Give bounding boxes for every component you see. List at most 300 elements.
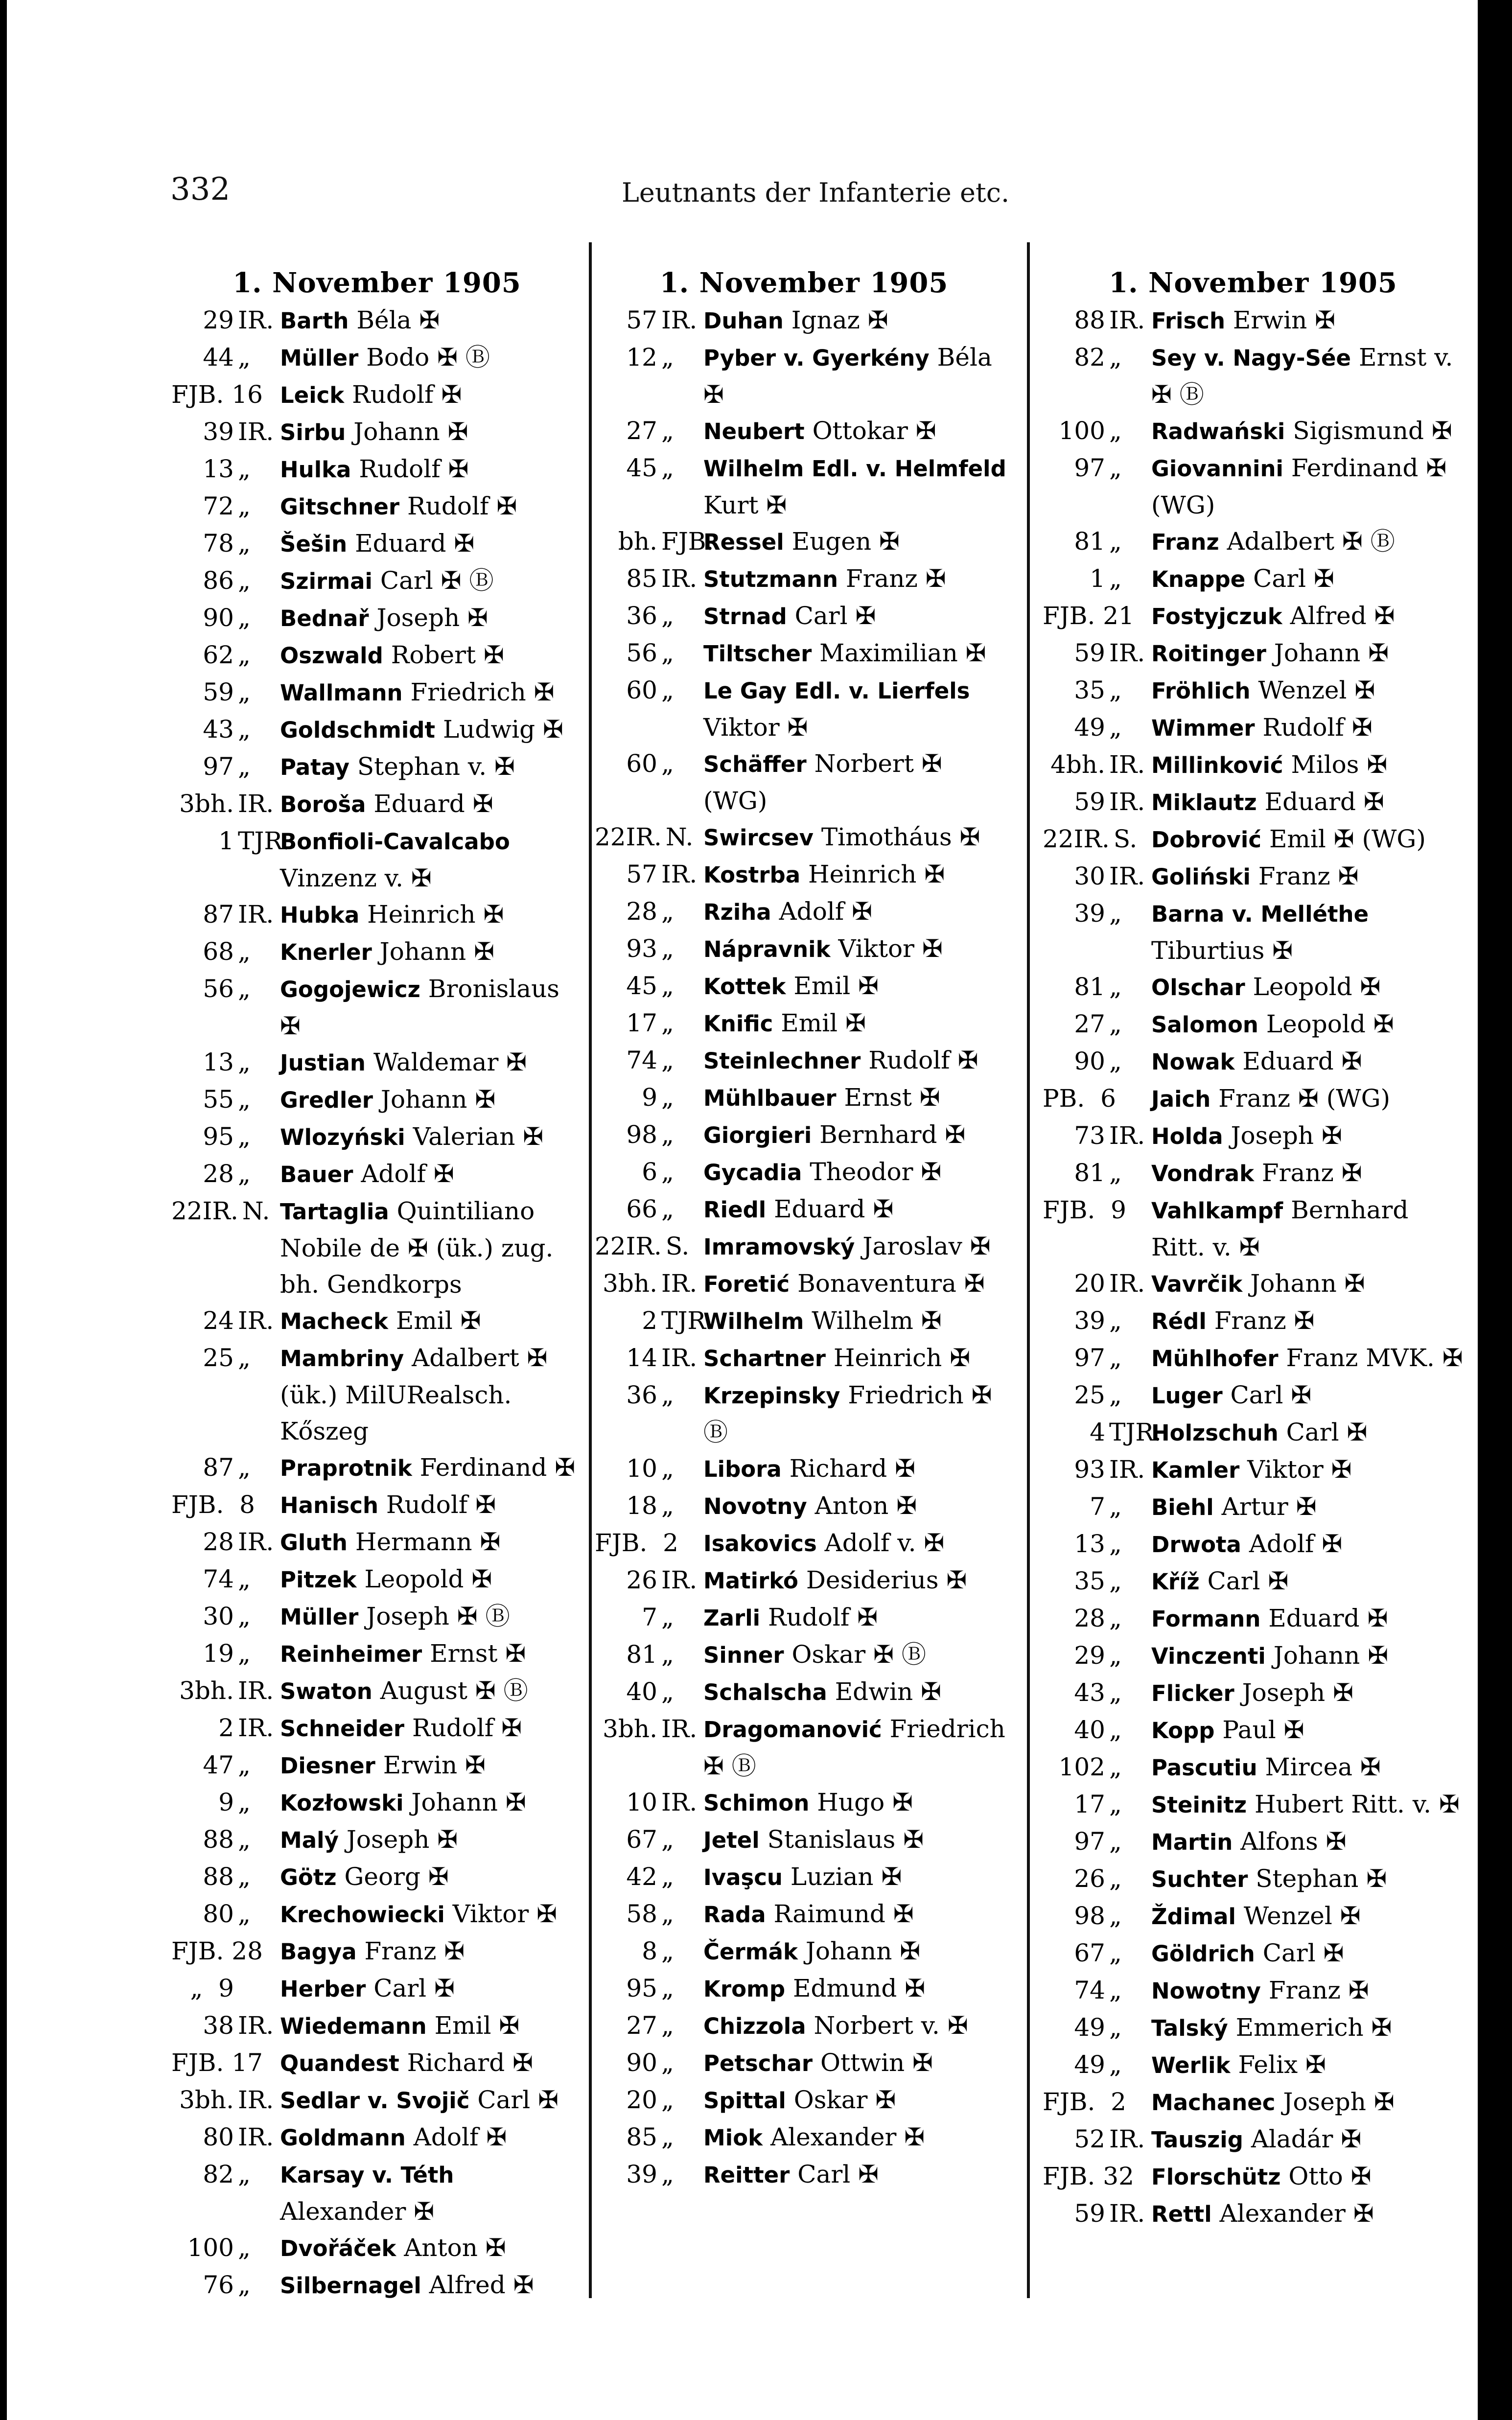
officer-name <box>274 600 582 637</box>
entry-row <box>171 1635 582 1673</box>
given-name-and-marks: Adolf ✠ <box>361 1160 454 1188</box>
officer-name <box>698 302 1013 339</box>
officer-name <box>698 1079 1013 1117</box>
given-name-and-marks: Anton ✠ <box>814 1491 917 1520</box>
unit-number: FJB. 16 <box>171 380 263 409</box>
unit-number: 102 <box>1058 1753 1105 1781</box>
given-name-and-marks: Sigismund ✠ <box>1293 417 1452 445</box>
unit <box>1043 302 1145 338</box>
unit-number: 20 <box>626 2086 657 2114</box>
surname: Bonfioli-Cavalcabo <box>280 829 510 855</box>
unit <box>595 1340 698 1376</box>
unit-number: 17 <box>626 1009 657 1037</box>
entry-row <box>595 1933 1013 1970</box>
officer-name <box>274 823 582 896</box>
given-name-and-marks: Friedrich ✠ <box>410 678 555 706</box>
officer-name <box>698 856 1013 893</box>
given-name-and-marks: Carl ✠ <box>477 2086 559 2114</box>
given-name-and-marks: Franz MVK. ✠ <box>1286 1344 1463 1372</box>
surname: Vavrčik <box>1151 1271 1243 1297</box>
unit <box>595 893 698 930</box>
running-head: Leutnants der Infanterie etc. <box>622 177 1010 208</box>
unit <box>595 523 714 559</box>
surname: Ždimal <box>1151 1904 1236 1930</box>
unit <box>171 1561 274 1597</box>
unit <box>595 1042 698 1078</box>
unit-type: „ <box>238 2234 251 2262</box>
surname: Justian <box>280 1050 366 1076</box>
entry-row <box>595 1711 1013 1784</box>
unit <box>1043 1563 1145 1599</box>
unit-type <box>263 1933 274 1969</box>
unit-type: „ <box>238 492 251 520</box>
surname: Flicker <box>1151 1680 1234 1706</box>
unit-number: 17 <box>1074 1790 1105 1818</box>
unit-number: 39 <box>1074 1306 1105 1335</box>
officer-name <box>274 2230 582 2267</box>
unit-number: 3bh. <box>179 790 234 818</box>
unit <box>595 1674 698 1710</box>
unit-type <box>1126 2084 1145 2120</box>
surname: Gluth <box>280 1530 348 1556</box>
officer-name <box>274 1747 582 1784</box>
unit-number: 86 <box>203 566 234 595</box>
unit <box>595 2007 698 2044</box>
entry-row <box>1043 2047 1464 2084</box>
unit <box>171 1784 274 1820</box>
officer-name <box>698 968 1013 1005</box>
unit-type: „ <box>238 1085 251 1114</box>
entry-row <box>171 600 582 637</box>
entry-row <box>595 745 1013 819</box>
unit-number: 3bh. <box>603 1715 657 1743</box>
unit <box>1043 1303 1145 1339</box>
officer-name <box>274 1821 582 1859</box>
unit <box>171 339 274 375</box>
surname: Pyber v. Gyerkény <box>703 345 930 371</box>
entry-row <box>171 637 582 674</box>
surname: Sedlar v. Svojič <box>280 2088 470 2114</box>
surname: Holda <box>1151 1123 1223 1149</box>
unit-type: „ <box>661 602 674 630</box>
officer-name <box>1145 339 1464 413</box>
unit <box>171 1896 274 1932</box>
unit <box>595 1488 698 1524</box>
given-name-and-marks: Kurt ✠ <box>703 491 787 519</box>
surname: Schimon <box>703 1790 810 1816</box>
given-name-and-marks: Ernst v. ✠ Ⓑ <box>1151 343 1453 409</box>
officer-name <box>274 1081 582 1118</box>
unit-type: „ <box>238 1900 251 1928</box>
officer-name <box>274 2045 582 2082</box>
unit-number: 43 <box>1074 1678 1105 1707</box>
given-name-and-marks: Hugo ✠ <box>817 1788 913 1816</box>
surname: Diesner <box>280 1753 375 1779</box>
surname: Hubka <box>280 902 360 928</box>
officer-name <box>698 1042 1013 1079</box>
unit <box>595 931 698 967</box>
surname: Boroša <box>280 791 366 817</box>
given-name-and-marks: Carl ✠ <box>1253 564 1334 593</box>
entry-row <box>171 2230 582 2267</box>
unit-number: 2 <box>642 1306 657 1335</box>
unit-number: 81 <box>1074 527 1105 556</box>
surname: Quandest <box>280 2050 399 2076</box>
unit-type: „ <box>661 1046 674 1074</box>
given-name-and-marks: Emmerich ✠ <box>1235 2013 1392 2042</box>
scan-left-edge <box>0 0 7 2420</box>
officer-name <box>1145 672 1464 709</box>
unit-type: „ <box>661 1195 674 1223</box>
given-name-and-marks: Wenzel ✠ <box>1258 676 1375 704</box>
unit-number: 25 <box>1074 1381 1105 1409</box>
surname: Foretić <box>703 1271 790 1297</box>
given-name-and-marks: Rudolf ✠ <box>868 1046 978 1074</box>
unit <box>1043 2047 1145 2083</box>
unit-number: 57 <box>626 306 657 334</box>
unit <box>1043 784 1145 820</box>
surname: Wilhelm <box>703 1308 804 1334</box>
unit-number: 72 <box>203 492 234 520</box>
unit-number: 28 <box>203 1160 234 1188</box>
entry-row <box>595 1117 1013 1154</box>
unit <box>595 1636 698 1673</box>
unit-type: S. <box>665 1232 690 1260</box>
unit-type: „ <box>238 343 251 372</box>
surname: Suchter <box>1151 1866 1248 1892</box>
unit-type: IR. <box>1109 788 1145 816</box>
entry-row <box>595 1377 1013 1450</box>
unit-number: 9 <box>218 1788 234 1816</box>
officer-name <box>698 1377 1013 1450</box>
officer-name <box>1145 1675 1464 1712</box>
entry-row <box>1043 1340 1464 1377</box>
unit-type: IR. <box>238 790 274 818</box>
entry-row <box>1043 1563 1464 1600</box>
unit-type: „ <box>238 1639 251 1668</box>
officer-name <box>1145 1303 1464 1340</box>
unit <box>1043 1155 1145 1191</box>
entry-row <box>171 1859 582 1896</box>
unit-number: 68 <box>203 937 234 966</box>
unit-number: 2 <box>218 1714 234 1742</box>
surname: Luger <box>1151 1383 1223 1409</box>
unit <box>171 971 274 1007</box>
surname: Sirbu <box>280 419 346 445</box>
unit <box>595 1303 714 1339</box>
given-name-and-marks: Friedrich ✠ Ⓑ <box>703 1381 992 1446</box>
given-name-and-marks: Adolf ✠ <box>1249 1530 1343 1558</box>
surname: Schneider <box>280 1716 405 1742</box>
officer-name <box>1145 1414 1464 1451</box>
unit-number: 58 <box>626 1900 657 1928</box>
unit-number: 22IR. <box>595 823 662 851</box>
surname: Vondrak <box>1151 1161 1255 1187</box>
unit <box>595 1859 698 1895</box>
unit-number: 45 <box>626 972 657 1000</box>
unit <box>1043 413 1145 449</box>
unit <box>1043 1192 1145 1228</box>
given-name-and-marks: Franz ✠ <box>1261 1159 1362 1187</box>
officer-name <box>698 672 1013 745</box>
officer-name <box>274 376 582 414</box>
surname: Stutzmann <box>703 566 838 592</box>
unit <box>595 1450 698 1487</box>
unit-number: 85 <box>626 2123 657 2151</box>
entry-row <box>1043 1303 1464 1340</box>
entry-row <box>595 1970 1013 2007</box>
surname: Florschütz <box>1151 2164 1281 2190</box>
given-name-and-marks: Johann ✠ <box>1250 1269 1365 1298</box>
unit-type: IR. <box>1109 2199 1145 2228</box>
surname: Kopp <box>1151 1718 1215 1744</box>
unit <box>171 1933 274 1969</box>
unit <box>1043 2084 1145 2120</box>
entry-row <box>1043 1451 1464 1489</box>
surname: Jetel <box>703 1827 760 1853</box>
surname: Barna v. Melléthe <box>1151 901 1369 927</box>
unit-number: 6 <box>642 1158 657 1186</box>
entry-row <box>595 1154 1013 1191</box>
surname: Bednař <box>280 605 369 631</box>
unit <box>171 1156 274 1192</box>
officer-name <box>698 1303 1013 1340</box>
surname: Götz <box>280 1864 337 1890</box>
unit <box>171 376 274 413</box>
unit-number: 90 <box>626 2048 657 2077</box>
unit <box>1043 2195 1145 2232</box>
entry-row <box>1043 969 1464 1006</box>
surname: Salomon <box>1151 1012 1258 1038</box>
column-divider <box>589 242 592 2298</box>
officer-name <box>1145 858 1464 895</box>
surname: Silbernagel <box>280 2273 421 2299</box>
surname: Praprotnik <box>280 1455 412 1481</box>
unit <box>171 823 290 859</box>
officer-name <box>274 1449 582 1487</box>
unit-number: 1 <box>218 827 234 855</box>
officer-name <box>1145 969 1464 1006</box>
unit-type: „ <box>1109 417 1122 445</box>
given-name-and-marks: Anton ✠ <box>404 2234 506 2262</box>
officer-name <box>1145 560 1464 598</box>
given-name-and-marks: Quintiliano Nobile de ✠ (ük.) zug. bh. Gendkorps <box>280 1197 554 1299</box>
officer-name <box>274 1598 582 1635</box>
unit-number: PB. 6 <box>1043 1084 1116 1113</box>
entry-row <box>171 562 582 600</box>
unit-number: 39 <box>626 2160 657 2188</box>
given-name-and-marks: Adalbert ✠ (ük.) MilURealsch. Kőszeg <box>280 1344 548 1445</box>
unit-type: „ <box>661 417 674 445</box>
entry-row <box>1043 450 1464 523</box>
unit <box>171 2007 274 2044</box>
entry-row <box>171 2119 582 2156</box>
entry-row <box>595 1896 1013 1933</box>
unit-number: FJB. 9 <box>1043 1196 1126 1224</box>
unit-type: „ <box>661 1009 674 1037</box>
surname: Hulka <box>280 457 351 483</box>
surname: Tauszig <box>1151 2127 1243 2153</box>
surname: Gitschner <box>280 494 400 520</box>
given-name-and-marks: Emil ✠ (WG) <box>1269 825 1426 853</box>
given-name-and-marks: Carl ✠ <box>797 2160 879 2188</box>
column-1 <box>171 267 582 2304</box>
entry-row <box>171 1193 582 1303</box>
unit-type: „ <box>238 752 251 781</box>
surname: Libora <box>703 1456 782 1482</box>
officer-name <box>1145 821 1464 858</box>
officer-name <box>1145 746 1464 784</box>
officer-name <box>698 339 1013 413</box>
unit-number: 13 <box>203 455 234 483</box>
unit <box>171 1044 274 1080</box>
entry-row <box>595 1079 1013 1117</box>
entry-row <box>595 1674 1013 1711</box>
entry-row <box>1043 1043 1464 1080</box>
unit <box>1043 1526 1145 1562</box>
unit-type: „ <box>238 1565 251 1593</box>
given-name-and-marks: Bodo ✠ Ⓑ <box>366 343 490 372</box>
surname: Šešin <box>280 531 348 557</box>
unit-type: „ <box>661 1381 674 1409</box>
given-name-and-marks: Johann ✠ <box>1273 1641 1389 1670</box>
unit-number: 35 <box>1074 1567 1105 1595</box>
surname: Tiltscher <box>703 641 812 667</box>
unit-type: IR. <box>661 1715 698 1743</box>
unit-type <box>263 376 274 413</box>
unit <box>1043 1340 1145 1376</box>
surname: Schalscha <box>703 1679 827 1705</box>
unit-number: 36 <box>626 602 657 630</box>
entry-row <box>171 1524 582 1561</box>
officer-name <box>274 1524 582 1561</box>
unit-type: „ <box>1109 1047 1122 1075</box>
unit <box>595 560 698 597</box>
officer-name <box>698 1821 1013 1859</box>
given-name-and-marks: Richard ✠ <box>789 1454 916 1483</box>
surname: Gycadia <box>703 1160 802 1186</box>
unit-number: 90 <box>203 604 234 632</box>
officer-name <box>698 931 1013 968</box>
unit-type <box>1116 1080 1145 1117</box>
unit-number: 57 <box>626 860 657 888</box>
unit <box>1043 560 1145 597</box>
officer-name <box>274 1044 582 1081</box>
unit-number: 74 <box>1074 1976 1105 2004</box>
unit <box>171 1340 274 1376</box>
unit-type: „ <box>661 343 674 372</box>
officer-name <box>698 1488 1013 1525</box>
entry-row <box>595 819 1013 856</box>
unit-type: „ <box>1109 564 1122 593</box>
given-name-and-marks: Franz ✠ <box>364 1937 465 1965</box>
unit-number: 59 <box>1074 2199 1105 2228</box>
given-name-and-marks: Rudolf ✠ <box>386 1490 496 1519</box>
surname: Imramovský <box>703 1234 855 1260</box>
unit-type: „ <box>238 604 251 632</box>
unit <box>595 1265 698 1302</box>
given-name-and-marks: Johann ✠ <box>353 418 468 446</box>
given-name-and-marks: Béla ✠ <box>356 306 440 334</box>
unit-number: 3bh. <box>179 2086 234 2114</box>
surname: Leick <box>280 382 345 408</box>
unit-type: N. <box>665 823 694 851</box>
officer-name <box>1145 413 1464 450</box>
officer-name <box>698 1970 1013 2007</box>
unit-number: 10 <box>626 1454 657 1483</box>
surname: Hanisch <box>280 1492 378 1518</box>
officer-name <box>698 450 1013 523</box>
surname: Bagya <box>280 1939 357 1965</box>
surname: Müller <box>280 345 359 371</box>
entry-row <box>171 1449 582 1487</box>
surname: Talský <box>1151 2015 1228 2041</box>
unit-number: 36 <box>626 1381 657 1409</box>
given-name-and-marks: Edwin ✠ <box>835 1677 941 1706</box>
officer-name <box>698 1896 1013 1933</box>
unit-type: IR. <box>1109 306 1145 334</box>
unit-number: FJB. 8 <box>171 1490 255 1519</box>
given-name-and-marks: Alexander ✠ <box>770 2123 925 2151</box>
unit-number: 40 <box>1074 1716 1105 1744</box>
entry-row <box>595 339 1013 413</box>
unit-type: „ <box>1109 343 1122 372</box>
unit-type: „ <box>661 897 674 926</box>
unit-number: 7 <box>1090 1492 1105 1521</box>
given-name-and-marks: Artur ✠ <box>1221 1492 1317 1521</box>
unit-number: 49 <box>1074 713 1105 742</box>
officer-name <box>1145 2084 1464 2121</box>
officer-name <box>274 2156 582 2230</box>
surname: Knerler <box>280 939 372 965</box>
officer-name <box>698 1005 1013 1042</box>
entry-row <box>595 1450 1013 1488</box>
unit-number: 97 <box>1074 454 1105 482</box>
unit <box>1043 1080 1145 1117</box>
entry-row <box>1043 1749 1464 1786</box>
unit <box>1043 1265 1145 1302</box>
unit <box>595 672 698 708</box>
unit <box>171 1598 274 1634</box>
unit <box>595 1562 698 1598</box>
given-name-and-marks: Johann ✠ <box>379 937 495 966</box>
officer-name <box>698 1340 1013 1377</box>
entry-row <box>1043 1265 1464 1303</box>
surname: Krzepinsky <box>703 1383 840 1409</box>
officer-name <box>698 413 1013 450</box>
unit <box>171 414 274 450</box>
surname: Wlozyński <box>280 1124 405 1150</box>
unit-number: 10 <box>626 1788 657 1816</box>
unit <box>595 2082 698 2118</box>
surname: Wiedemann <box>280 2013 427 2039</box>
unit-type <box>263 2045 274 2081</box>
unit-number: FJB. 32 <box>1043 2162 1134 2190</box>
unit-type: „ <box>1109 676 1122 704</box>
unit-type: „ <box>1109 1864 1122 1893</box>
surname: Machanec <box>1151 2090 1276 2116</box>
given-name-and-marks: Franz ✠ <box>845 564 946 593</box>
unit-number: 81 <box>1074 1159 1105 1187</box>
entry-row <box>1043 2158 1464 2195</box>
officer-name <box>698 1674 1013 1711</box>
unit <box>171 748 274 785</box>
officer-name <box>698 2156 1013 2193</box>
unit-type: „ <box>1109 1381 1122 1409</box>
surname: Goldmann <box>280 2125 406 2151</box>
unit-type: „ <box>661 1158 674 1186</box>
unit-number: FJB. 17 <box>171 2048 263 2077</box>
